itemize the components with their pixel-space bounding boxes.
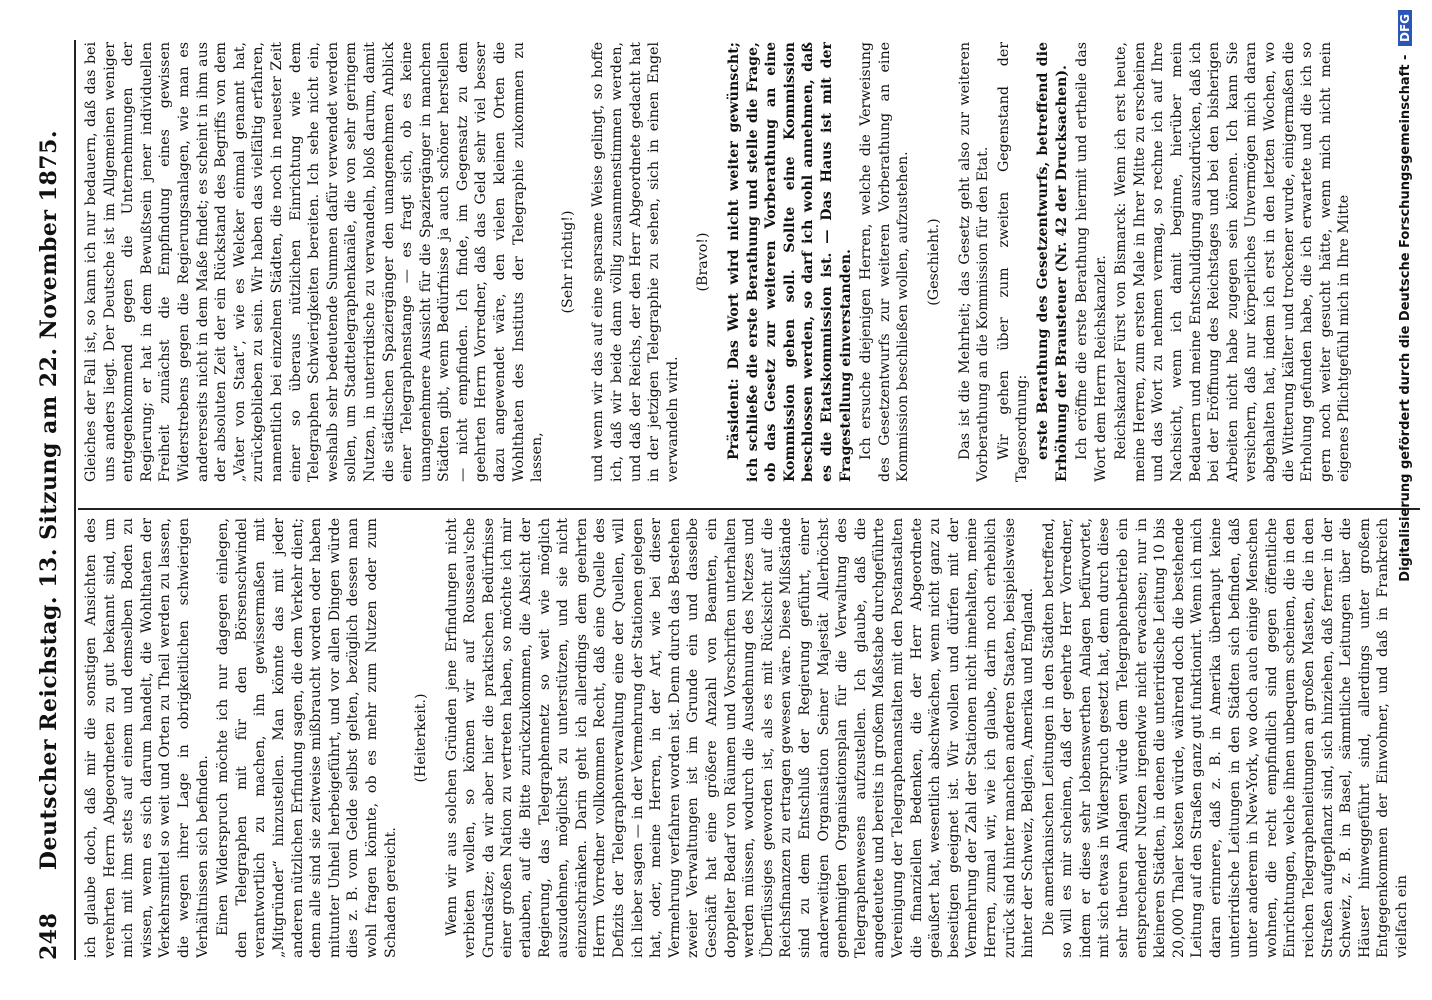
interjection: (Bravo!) [695, 232, 712, 292]
interjection: (Sehr richtig!) [559, 210, 576, 314]
page-title: Deutscher Reichstag. 13. Sitzung am 22. November 1875. [36, 129, 62, 871]
paragraph: Ich eröffne die erste Berathung hiermit und ertheile das Wort dem Herrn Reichskanzler. [1074, 42, 1109, 482]
agenda-item: erste Berathung des Gesetzentwurfs, betreffend die Erhöhung der Brausteuer (Nr. 42 der Drucksachen). [1034, 42, 1070, 482]
interjection: (Heiterkeit.) [413, 693, 430, 783]
paragraph: Das ist die Mehrheit; das Gesetz geht also zur weiteren Vorberathung an die Kommission für den Etat. [956, 42, 992, 482]
digitization-text: Digitalisierung gefördert durch die Deutsche Forschungsgemeinschaft - [1398, 54, 1413, 582]
paragraph: Ich ersuche diejenigen Herren, welche die Verweisung des Gesetzentwurfs zur weiteren Vorberathung an eine Kommission beschließen wollen, aufzustehen. [858, 42, 912, 482]
digitization-note [1398, 0, 1424, 1000]
paragraph: Reichskanzler Fürst von Bismarck: Wenn ich erst heute, meine Herren, zum ersten Male in Ihrer Mitte zu erscheinen und das Wort zu nehmen vermag, so rechne ich auf Ihre Nachsicht, wenn ich damit beginne, hierüber mein Bedauern und meine Entschuldigung auszudrücken, daß ich bei der Eröffnung des Reichstages und bei den bisherigen Arbeiten nicht habe zugegen sein können. Ich kann Sie versichern, daß nur körperliches Unvermögen mich daran abgehalten hat, indem ich erst in den letzten Wochen, wo die Witterung kälter und trockener wurde, einigermaßen die Erholung gefunden habe, die ich erwartete und die ich so gern noch weiter gesucht hätte, wenn mich nicht mein eigenes Pflichtgefühl mich in Ihre Mitte [1113, 42, 1353, 482]
right-column [82, 42, 1422, 482]
paragraph: Einen Widerspruch möchte ich nur dagegen einlegen, den Telegraphen mit für den Börsenschwindel verantwortlich zu machen, ihn gewissermaßen mit „Mitgründer“ hinzustellen. Man könnte das mit jeder anderen nützlichen Erfindung sagen, die dem Verkehr dient; denn alle sind sie zeitweise mißbraucht worden oder haben mitunter Unheil herbeigeführt, und vor allen Dingen würde dies z. B. vom Gelde selbst gelten, bezüglich dessen man wohl fragen könnte, ob es mehr zum Nutzen oder zum Schaden gereicht. [215, 518, 399, 958]
paragraph: Präsident: Das Wort wird nicht weiter gewünscht; ich schließe die erste Berathung und stelle die Frage, ob das Gesetz zur weiteren Vorberathung an eine Kommission gehen soll. Sollte eine Kommission beschlossen werden, so darf ich wohl annehmen, daß es die Etatskommission ist. — Das Haus ist mit der Fragestellung einverstanden. [726, 42, 854, 482]
header-rule [74, 40, 76, 960]
column-divider [78, 508, 1420, 510]
dfg-badge: DFG [1398, 10, 1412, 46]
left-column [82, 518, 1422, 958]
paragraph: Wir gehen über zum zweiten Gegenstand der Tagesordnung: [995, 42, 1031, 482]
paragraph: Wenn wir aus solchen Gründen jene Erfindungen nicht verbieten wollen, so können wir auf Rousseau'sche Grundsätze; da wir aber hier die praktischen Bedürfnisse einer großen Nation zu vertreten haben, so möchte ich mir erlauben, auf die Bitte zurückzukommen, die Absicht der Regierung, das Telegraphennetz so weit wie möglich auszudehnen, möglichst zu unterstützen, und sie nicht einzuschränken. Darin geht ich allerdings dem geehrten Herrn Vorredner vollkommen Recht, daß eine Quelle des Defizits der Telegraphenverwaltung eine der Quellen, will ich lieber sagen — in der Vermehrung der Stationen gelegen hat, oder, meine Herren, in der Art, wie bei dieser Vermehrung verfahren worden ist. Denn durch das Bestehen zweier Verwaltungen ist im Grunde ein und dasselbe Geschäft hat eine größere Anzahl von Beamten, ein doppelter Bedarf von Räumen und Vorschriften unterhalten werden müssen, wodurch die Ausdehnung des Netzes und Überflüssiges geworden ist, als es mit Rücksicht auf die Reichsfinanzen zu ertragen gewesen wäre. Diese Mißstände sind zu dem Entschluß der Regierung geführt, einer anderweitigen Organisation Seiner Majestät Allerhöchst genehmigten Organisationsplan für die Verwaltung des Telegraphenwesens aufzustellen. Ich glaube, daß die angedeutete und bereits in großem Maßstabe durchgeführte Vereinigung der Telegraphenanstalten mit den Postanstalten die finanziellen Bedenken, die der Herr Abgeordnete geäußert hat, wesentlich abschwächen, wenn nicht ganz zu beseitigen geeignet ist. Wir wollen und dürfen mit der Vermehrung der Zahl der Stationen nicht innehalten, meine Herren, zumal wir, wie ich glaube, darin noch erheblich zurück sind hinter manchen anderen Staaten, beispielsweise hinter der Schweiz, Belgien, Amerika und England. [443, 518, 1037, 958]
paragraph: ich glaube doch, daß mir die sonstigen Ansichten des verehrten Herrn Abgeordneten zu gut bekannt sind, um mich mit ihm stets auf einem und demselben Boden zu wissen, wenn es sich darum handelt, die Wohlthaten der Verkehrsmittel so weit und Orten zu Theil werden zu lassen, die wegen ihrer Lage in obrigkeitlichen schwierigen Verhältnissen sich befinden. [83, 518, 211, 958]
interjection: (Geschieht.) [925, 218, 942, 306]
paragraph: und wenn wir das auf eine sparsame Weise gelingt, so hoffe ich, daß wir beide dann völlig zusammenstimmen werden, und daß der Reichs, der den Herr Abgeordnete gedacht hat in der jetzigen Telegraphie zu sehen, sich in einen Engel verwandeln wird. [590, 42, 681, 482]
paragraph: Die amerikanischen Leitungen in den Städten betreffend, so will es mir scheinen, daß der geehrte Herr Vorredner, indem er diese sehr lobenswerthen Anlagen befürwortet, mit sich etwas in Widerspruch gesetzt hat, denn durch diese sehr theuren Anlagen würde dem Telegraphenbetrieb ein entsprechender Nutzen irgendwie nicht erwachsen; nur in kleineren Städten, in denen die unterirdische Leitung 10 bis 20,000 Thaler kosten würde, während doch die bestehende Leitung auf den Straßen ganz gut funktionirt. Wenn ich mich daran erinnere, daß z. B. in Amerika überhaupt keine unterirdische Leitungen in den Städten sich befinden, daß unter anderem in New-York, wo doch auch einige Menschen wohnen, die recht empfindlich sind gegen öffentliche Einrichtungen, welche ihnen unbequem scheinen, die in den reichen Telegraphenleitungen an großen Masten, die in den Straßen aufgepflanzt sind, sich hinziehen, daß ferner in der Schweiz, z. B. in Basel, sämmtliche Leitungen über die Häuser hinweggeführt sind, allerdings unter großem Entgegenkommen der Einwohner, und daß in Frankreich vielfach ein [1040, 518, 1410, 958]
paragraph: Gleiches der Fall ist, so kann ich nur bedauern, daß das bei uns anders liegt. Der Deutsche ist im Allgemeinen weniger entgegenkommend gegen die Unternehmungen der Regierung; er hat in dem Bewußtsein jener individuellen Freiheit zunächst die Empfindung eines gewissen Widerstrebens gegen die Regierungsanlagen, wie man es andererseits nicht in dem Maße findet; es scheint in ihm aus der absoluten Zeit der ein Rückstand des Begriffs von dem „Vater von Staat“, wie es Welcker einmal genannt hat, zurückgeblieben zu sein. Wir haben das vielfältig erfahren, namentlich bei einzelnen Städten, die noch in neuester Zeit einer so überaus nützlichen Einrichtung wie dem Telegraphen Schwierigkeiten bereiten. Ich sehe nicht ein, weshalb sehr bedeutende Summen dafür verwendet werden sollen, um Stadttelegraphenkanäle, die von sehr geringem Nutzen, in unterirdische zu verwandeln, bloß darum, damit die städtischen Spaziergänger den unangenehmen Anblick einer Telegraphenstange — es fragt sich, ob es keine unangenehmere Aussicht für die Spaziergänger in manchen Städten gibt, wenn Bedürfnisse ja auch schöner herstellen — nicht empfinden. Ich finde, im Gegensatz zu dem geehrten Herrn Vorredner, daß das Geld sehr viel besser dazu angewendet wäre, den vielen kleinen Orten die Wohlthaten des Instituts der Telegraphie zukommen zu lassen, [83, 42, 546, 482]
page-header [36, 40, 70, 960]
page-number: 248 [36, 912, 62, 960]
